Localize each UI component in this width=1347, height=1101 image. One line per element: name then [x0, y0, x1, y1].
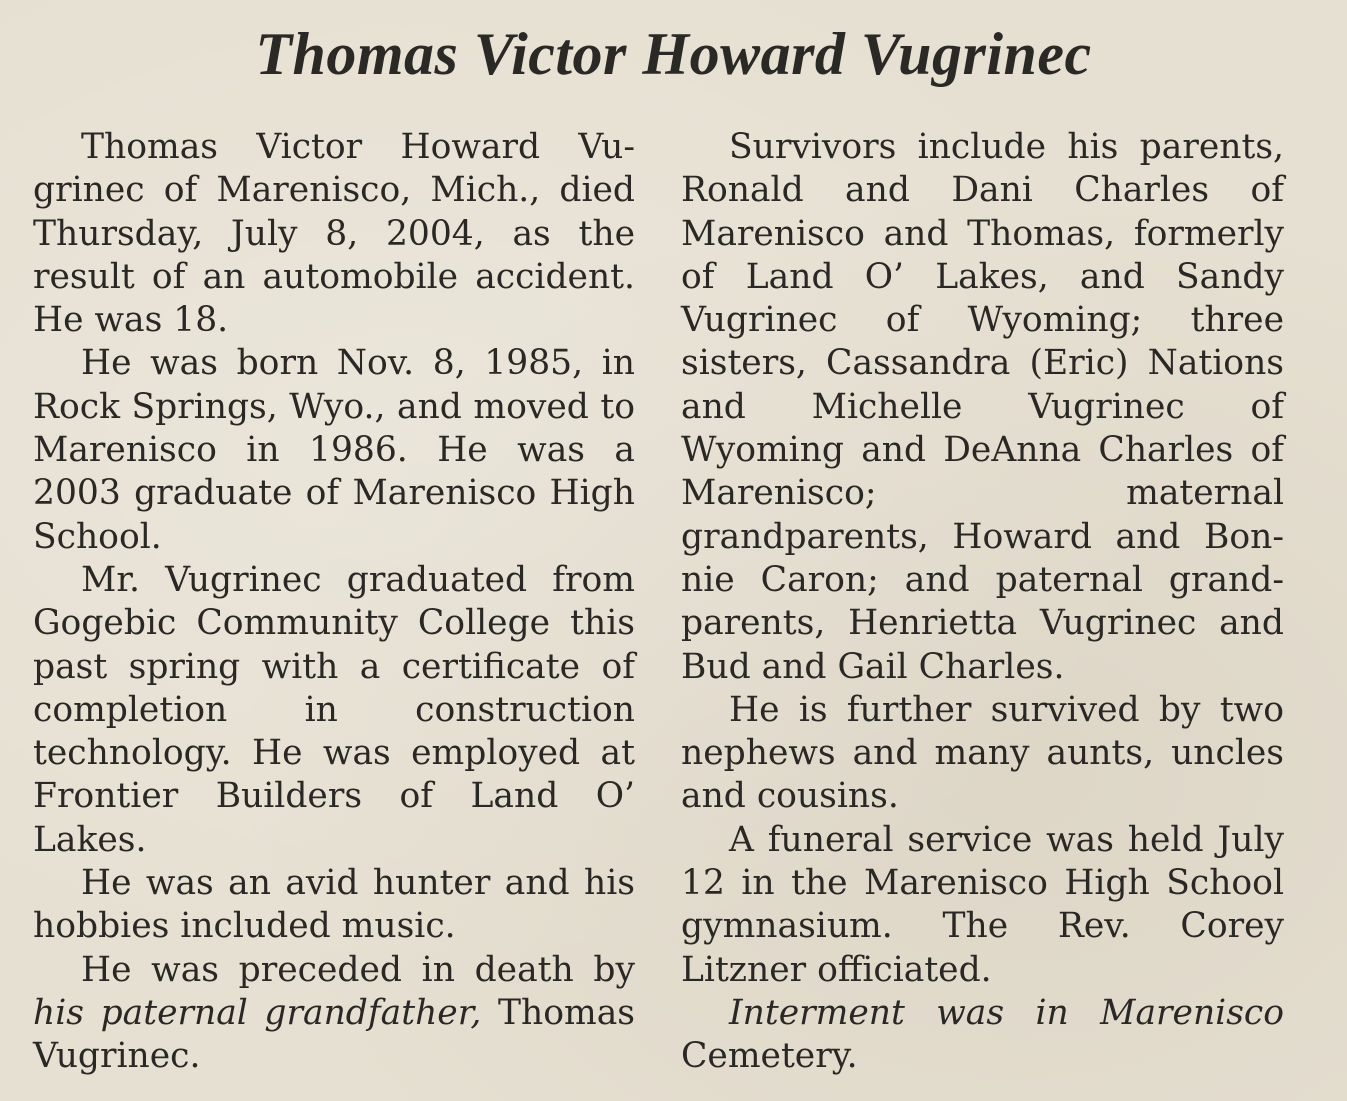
paragraph: A funeral service was held July 12 in the Marenisco High School gymnasium. The Rev. Corey Litzner officiated. — [681, 819, 1284, 990]
paragraph: Survivors include his parents, Ronald and Dani Charles of Marenisco and Thomas, formerly of Land O’ Lakes, and Sandy Vugrinec of Wyoming; three sisters, Cassandra (Eric) Nations and Michelle Vugrinec of Wyoming and DeAnna Charles of Marenisco; maternal grandparents, Howard and Bonnie Caron; and paternal grandparents, Henrietta Vugrinec and Bud and Gail Charles. — [681, 127, 1284, 687]
obituary-title: Thomas Victor Howard Vugrinec — [255, 21, 1092, 87]
italic-text: Interment was in Marenisco — [729, 992, 1284, 1033]
paragraph-text: He was preceded in death by — [81, 949, 635, 990]
paragraph: Mr. Vugrinec graduated from Gogebic Community College this past spring with a certificate of completion in construction technology. He was employed at Frontier Builders of Land O’ Lakes. — [33, 559, 635, 860]
paragraph: He was born Nov. 8, 1985, in Rock Springs, Wyo., and moved to Marenisco in 1986. He was a 2003 graduate of Marenisco High School. — [33, 343, 635, 557]
paragraph-text: Thomas Vugrinec. — [33, 992, 635, 1077]
italic-text: his paternal grandfather, — [33, 992, 482, 1033]
paragraph: He is further survived by two nephews and many aunts, uncles and cousins. — [681, 689, 1284, 817]
paragraph — [681, 992, 1284, 1079]
paragraph — [33, 949, 635, 1079]
paragraph-text: Cemetery. — [681, 1036, 858, 1077]
paragraph: He was an avid hunter and his hobbies included music. — [33, 863, 635, 947]
paragraph: Thomas Victor Howard Vugrinec of Marenisco, Mich., died Thursday, July 8, 2004, as the result of an automobile accident. He was 18. — [33, 127, 635, 341]
right-column — [681, 126, 1284, 1079]
left-column — [33, 126, 635, 1079]
